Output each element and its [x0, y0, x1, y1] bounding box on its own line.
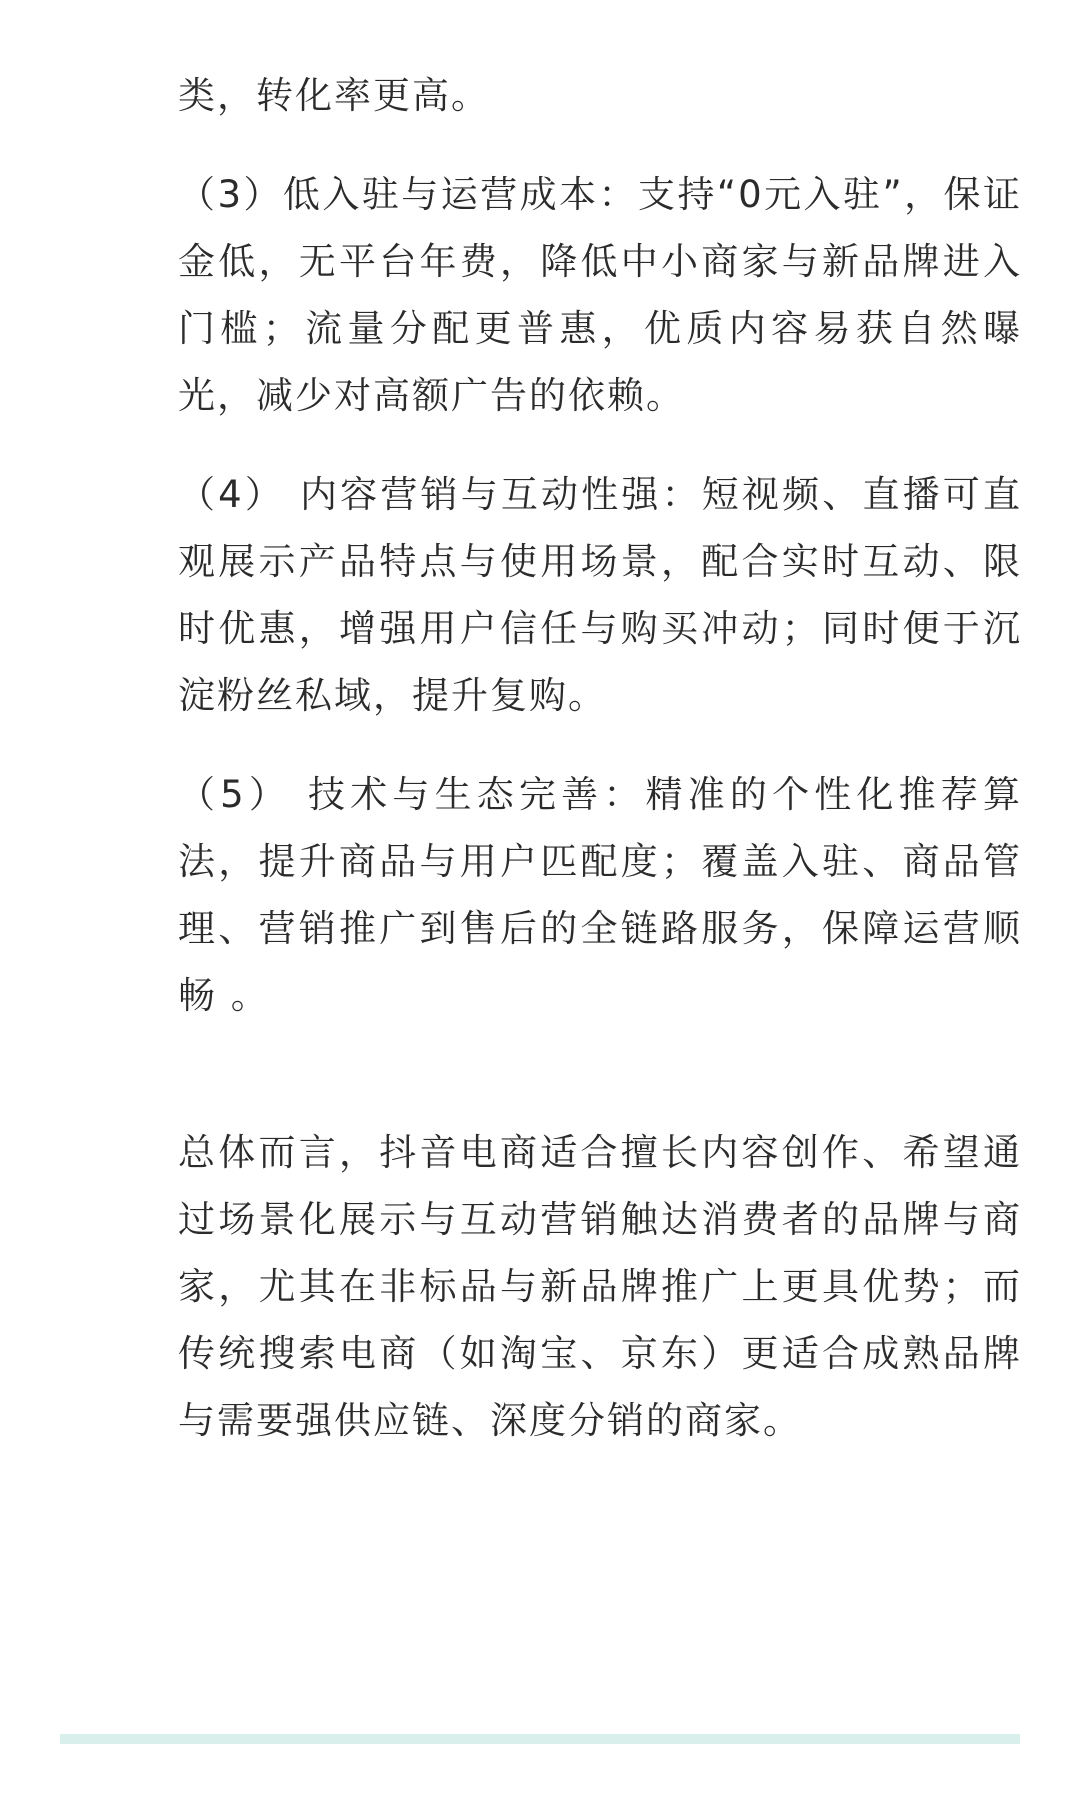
paragraph-intro-tail: 类，转化率更高。 [178, 74, 490, 117]
paragraph-gap [178, 429, 1022, 461]
article-body [178, 62, 1022, 1454]
paragraph-point-5: （5） 技术与生态完善：精准的个性化推荐算法，提升商品与用户匹配度；覆盖入驻、商品管理、营销推广到售后的全链路服务，保障运营顺畅 。 [178, 773, 1022, 1017]
paragraph-point-3: （3）低入驻与运营成本：支持“0元入驻”，保证金低，无平台年费，降低中小商家与新品牌进入门槛；流量分配更普惠，优质内容易获自然曝光，减少对高额广告的依赖。 [178, 173, 1022, 417]
paragraph-gap [178, 729, 1022, 761]
paragraph-gap-large [178, 1029, 1022, 1119]
bottom-divider [60, 1734, 1020, 1744]
paragraph-point-4: （4） 内容营销与互动性强：短视频、直播可直观展示产品特点与使用场景，配合实时互动、限时优惠，增强用户信任与购买冲动；同时便于沉淀粉丝私域，提升复购。 [178, 473, 1022, 717]
paragraph-gap [178, 129, 1022, 161]
paragraph-summary: 总体而言，抖音电商适合擅长内容创作、希望通过场景化展示与互动营销触达消费者的品牌与商家，尤其在非标品与新品牌推广上更具优势；而传统搜索电商（如淘宝、京东）更适合成熟品牌与需要强供应链、深度分销的商家。 [178, 1131, 1022, 1442]
